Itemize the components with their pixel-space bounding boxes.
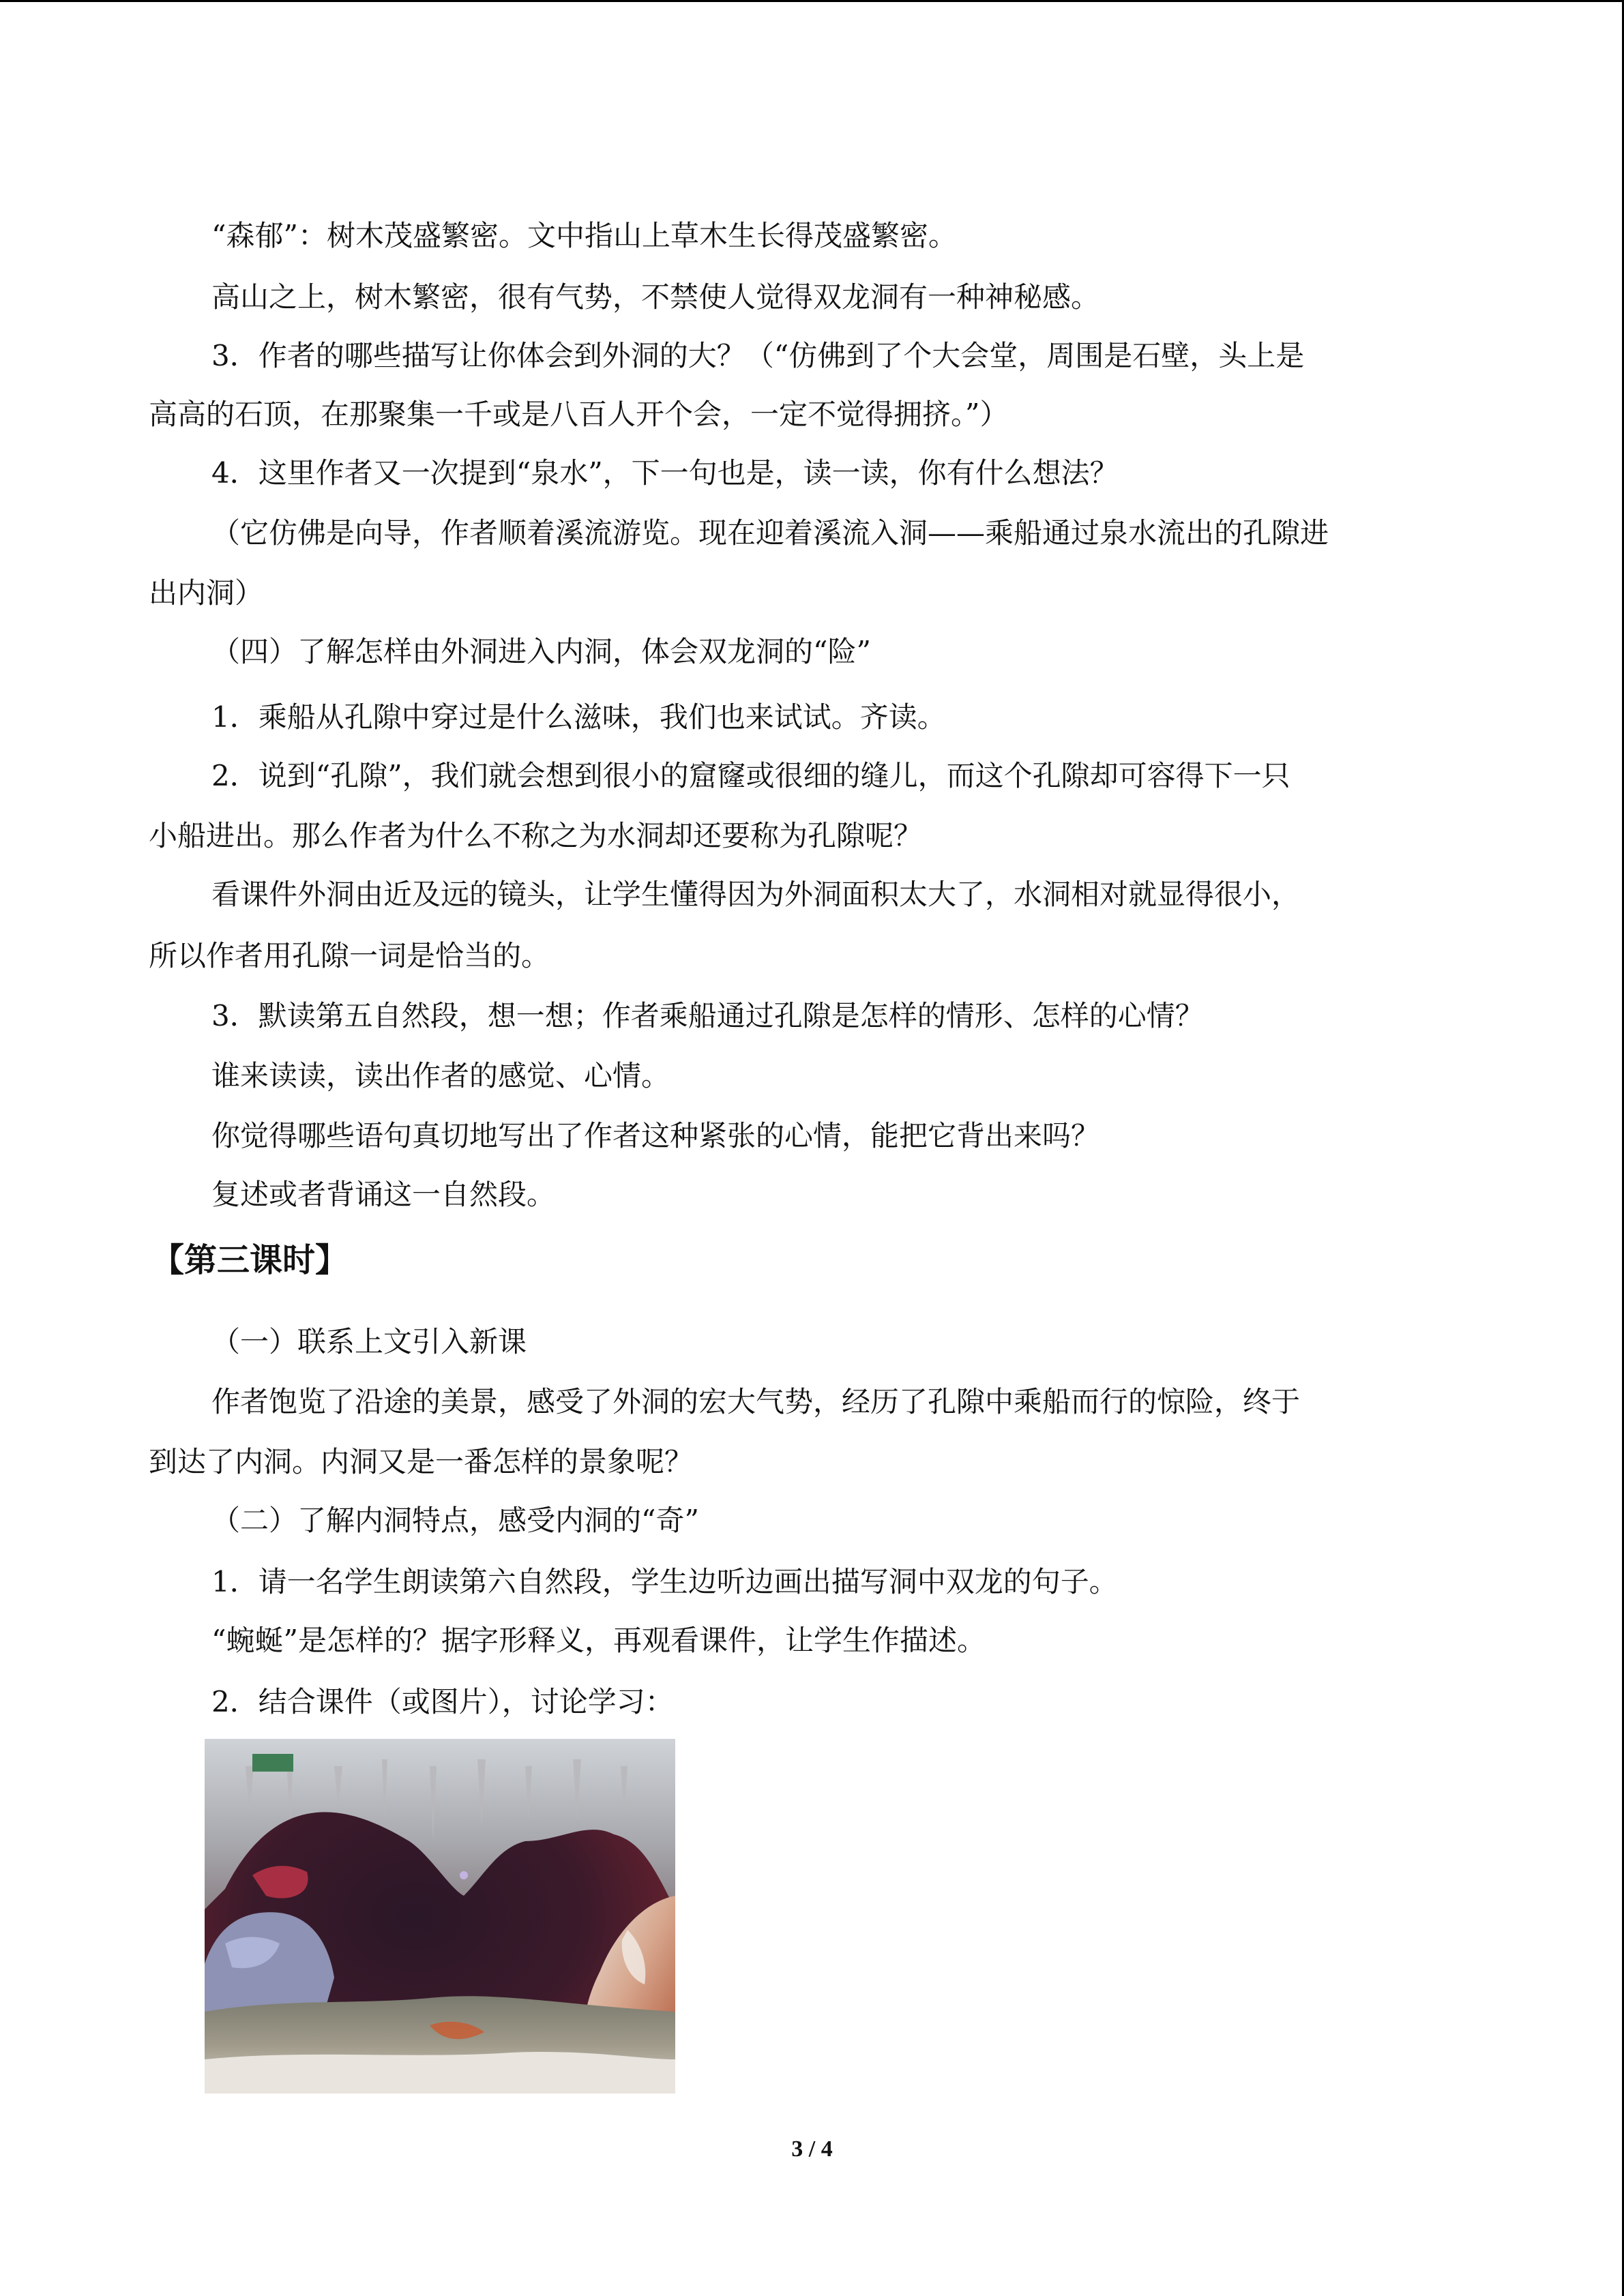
paragraph-line: 1．请一名学生朗读第六自然段，学生边听边画出描写洞中双龙的句子。 [211,1565,1118,1598]
cave-photo [205,1739,675,2093]
section-heading-2: （二）了解内洞特点，感受内洞的“奇” [211,1504,699,1537]
paragraph-line: 出内洞） [149,576,264,610]
paragraph-line: 看课件外洞由近及远的镜头，让学生懂得因为外洞面积太大了，水洞相对就显得很小， [211,878,1301,911]
paragraph-line: “森郁”：树木茂盛繁密。文中指山上草木生长得茂盛繁密。 [211,219,957,252]
lesson-heading: 【第三课时】 [151,1241,349,1279]
paragraph-line: 作者饱览了沿途的美景，感受了外洞的宏大气势，经历了孔隙中乘船而行的惊险，终于 [211,1385,1301,1418]
paragraph-line: 高高的石顶，在那聚集一千或是八百人开个会，一定不觉得拥挤。”） [149,398,1009,431]
paragraph-line: 2．说到“孔隙”，我们就会想到很小的窟窿或很细的缝儿，而这个孔隙却可容得下一只 [211,759,1290,792]
paragraph-line: 2．结合课件（或图片），讨论学习： [211,1685,674,1718]
paragraph-line: 3．作者的哪些描写让你体会到外洞的大？（“仿佛到了个大会堂，周围是石壁，头上是 [211,339,1305,372]
paragraph-line: 谁来读读，读出作者的感觉、心情。 [211,1059,670,1092]
paragraph-line: 到达了内洞。内洞又是一番怎样的景象呢？ [149,1445,694,1478]
paragraph-line: 高山之上，树木繁密，很有气势，不禁使人觉得双龙洞有一种神秘感。 [211,280,1100,314]
page-top-border [0,0,1624,2]
paragraph-line: （它仿佛是向导，作者顺着溪流游览。现在迎着溪流入洞——乘船通过泉水流出的孔隙进 [211,516,1329,550]
paragraph-line: 你觉得哪些语句真切地写出了作者这种紧张的心情，能把它背出来吗？ [211,1119,1100,1152]
section-heading-4: （四）了解怎样由外洞进入内洞，体会双龙洞的“险” [211,635,871,668]
page-number: 3 / 4 [791,2136,833,2162]
paragraph-line: 1．乘船从孔隙中穿过是什么滋味，我们也来试试。齐读。 [211,700,946,734]
paragraph-line: 小船进出。那么作者为什么不称之为水洞却还要称为孔隙呢？ [149,819,923,852]
paragraph-line: “蜿蜒”是怎样的？据字形释义，再观看课件，让学生作描述。 [211,1624,986,1657]
paragraph-line: 4．这里作者又一次提到“泉水”，下一句也是，读一读，你有什么想法？ [211,456,1119,490]
paragraph-line: 复述或者背诵这一自然段。 [211,1178,556,1211]
section-heading-1: （一）联系上文引入新课 [211,1325,527,1358]
paragraph-line: 所以作者用孔隙一词是恰当的。 [149,939,550,972]
paragraph-line: 3．默读第五自然段，想一想；作者乘船通过孔隙是怎样的情形、怎样的心情？ [211,999,1204,1032]
